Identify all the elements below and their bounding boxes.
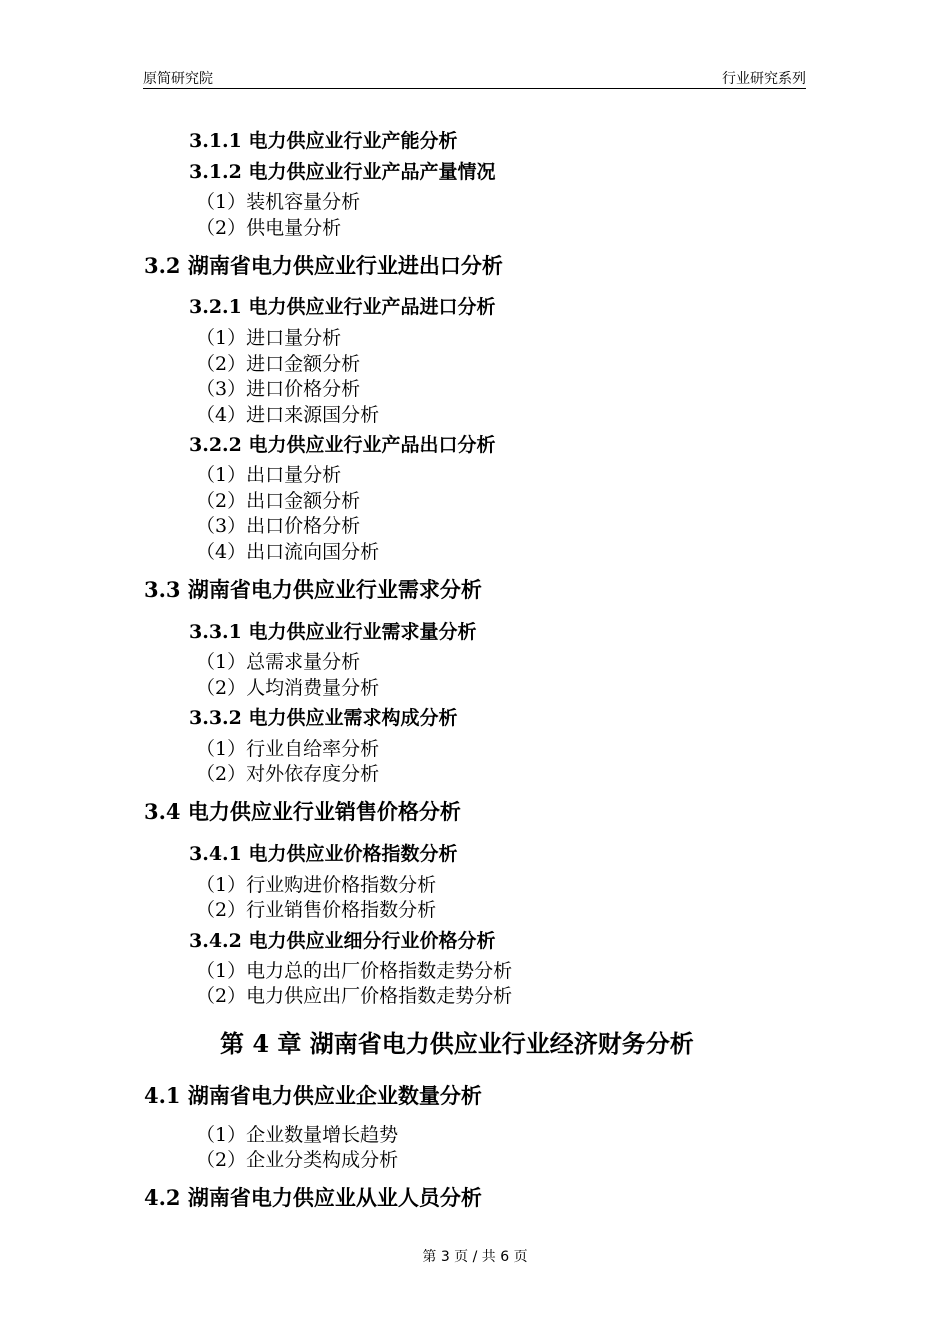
toc-item: （3）出口价格分析 [196, 515, 361, 537]
toc-item: （1）企业数量增长趋势 [196, 1124, 399, 1146]
toc-item: （2）人均消费量分析 [196, 677, 380, 699]
subsection-heading: 3.3.1 电力供应业行业需求量分析 [189, 621, 477, 643]
toc-item: （1）出口量分析 [196, 464, 342, 486]
toc-item: （1）装机容量分析 [196, 191, 361, 213]
chapter-heading: 第 4 章 湖南省电力供应业行业经济财务分析 [220, 1029, 694, 1058]
header-series: 行业研究系列 [722, 71, 806, 87]
toc-item: （2）行业销售价格指数分析 [196, 899, 437, 921]
subsection-heading: 3.2.1 电力供应业行业产品进口分析 [189, 296, 496, 318]
toc-item: （1）行业购进价格指数分析 [196, 874, 437, 896]
section-heading: 3.3 湖南省电力供应业行业需求分析 [144, 577, 482, 602]
toc-item: （2）供电量分析 [196, 217, 342, 239]
subsection-heading: 3.2.2 电力供应业行业产品出口分析 [189, 434, 496, 456]
toc-item: （4）出口流向国分析 [196, 541, 380, 563]
toc-item: （2）对外依存度分析 [196, 763, 380, 785]
section-heading: 4.1 湖南省电力供应业企业数量分析 [144, 1083, 482, 1108]
page-number: 第 3 页 / 共 6 页 [422, 1249, 528, 1265]
subsection-heading: 3.3.2 电力供应业需求构成分析 [189, 707, 458, 729]
header-institute: 原简研究院 [143, 71, 213, 87]
toc-item: （1）进口量分析 [196, 327, 342, 349]
section-heading: 3.2 湖南省电力供应业行业进出口分析 [144, 253, 503, 278]
section-heading: 4.2 湖南省电力供应业从业人员分析 [144, 1185, 482, 1210]
subsection-heading: 3.1.2 电力供应业行业产品产量情况 [189, 161, 496, 183]
toc-item: （2）电力供应出厂价格指数走势分析 [196, 985, 513, 1007]
toc-item: （3）进口价格分析 [196, 378, 361, 400]
subsection-heading: 3.4.1 电力供应业价格指数分析 [189, 843, 458, 865]
toc-item: （2）出口金额分析 [196, 490, 361, 512]
toc-item: （2）进口金额分析 [196, 353, 361, 375]
toc-item: （1）总需求量分析 [196, 651, 361, 673]
toc-item: （1）行业自给率分析 [196, 738, 380, 760]
subsection-heading: 3.4.2 电力供应业细分行业价格分析 [189, 930, 496, 952]
section-heading: 3.4 电力供应业行业销售价格分析 [144, 799, 461, 824]
toc-item: （2）企业分类构成分析 [196, 1149, 399, 1171]
toc-item: （1）电力总的出厂价格指数走势分析 [196, 960, 513, 982]
subsection-heading: 3.1.1 电力供应业行业产能分析 [189, 130, 458, 152]
toc-item: （4）进口来源国分析 [196, 404, 380, 426]
